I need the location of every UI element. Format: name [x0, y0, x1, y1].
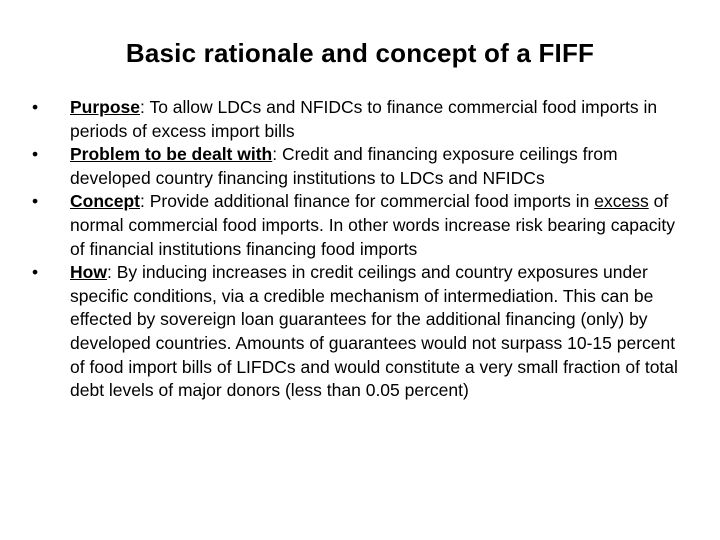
slide-title: Basic rationale and concept of a FIFF — [125, 38, 595, 68]
bullet-dot-icon: • — [32, 191, 39, 212]
bullet-underlined-word: excess — [594, 191, 649, 212]
bullet-list — [28, 96, 688, 403]
bullet-dot-icon: • — [32, 144, 39, 165]
bullet-separator: : — [140, 97, 150, 117]
bullet-separator: : — [106, 262, 117, 283]
bullet-separator: : — [140, 191, 150, 212]
bullet-separator: : — [272, 144, 282, 165]
bullet-text-before: Provide additional finance for commercial food imports in — [149, 191, 595, 212]
bullet-text: Credit and financing exposure ceilings from developed country financing institutions to LDCs and NFIDCs — [70, 144, 618, 188]
bullet-term: How — [70, 262, 107, 283]
bullet-text-after: of normal commercial food imports. In other words increase risk bearing capacity of financial institutions financing food imports — [70, 191, 675, 259]
bullet-term: Problem to be dealt with — [70, 144, 273, 165]
bullet-problem — [28, 143, 688, 190]
bullet-term: Purpose — [70, 97, 141, 117]
bullet-how — [28, 261, 688, 403]
bullet-purpose — [28, 96, 688, 143]
bullet-text: To allow LDCs and NFIDCs to finance commercial food imports in periods of excess import bills — [70, 97, 658, 141]
bullet-concept — [28, 190, 688, 261]
bullet-term: Concept — [70, 191, 140, 212]
bullet-dot-icon: • — [32, 97, 39, 117]
bullet-dot-icon: • — [32, 262, 39, 283]
bullet-text: By inducing increases in credit ceilings and country exposures under specific conditions, via a credible mechanism of intermediation. This can be effected by sovereign loan guarantees for the additional financing (only) by developed countries. Amounts of guarantees would not surpass 10-15 percent of food import bills of LIFDCs and would constitute a very small fraction of total debt levels of major donors (less than 0.05 percent) — [70, 262, 678, 401]
